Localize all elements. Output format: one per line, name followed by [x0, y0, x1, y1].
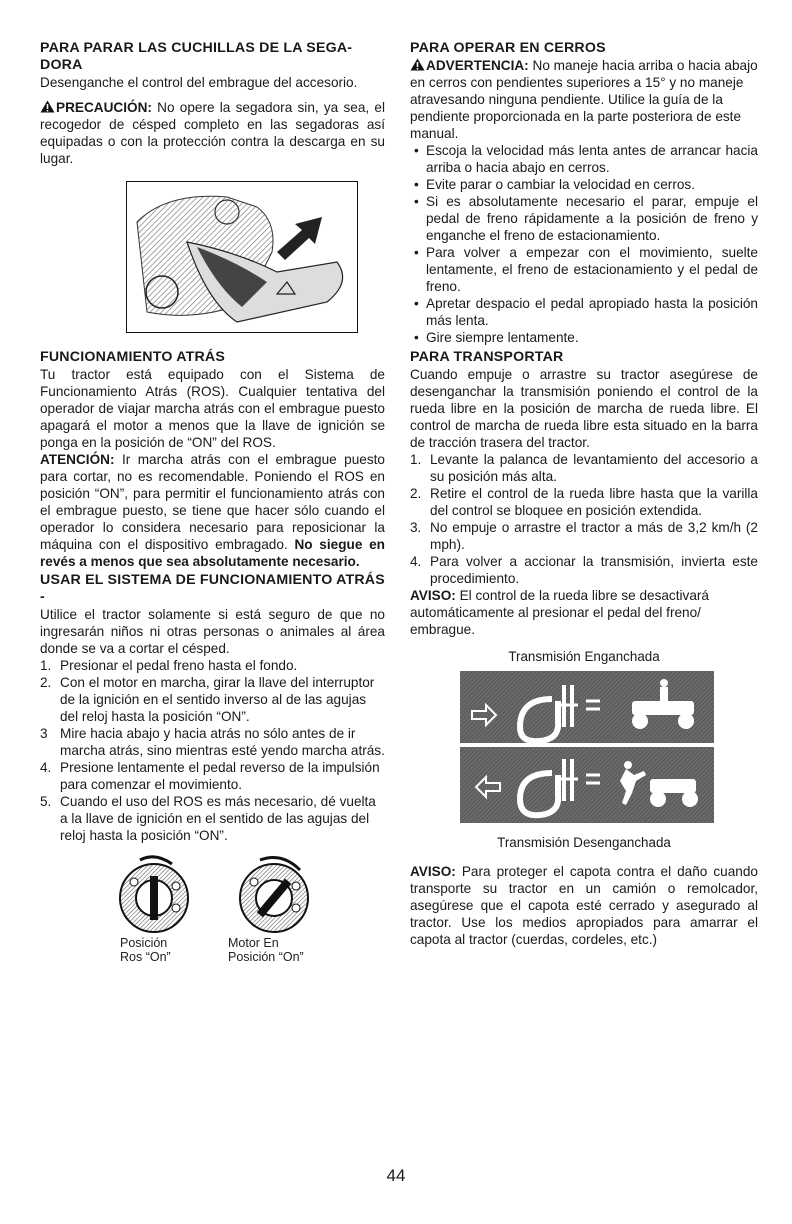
paragraph-disengage: Desenganche el control del embrague del accesorio.	[40, 75, 358, 90]
paragraph-ros: Tu tractor está equipado con el Sistema de Funcionamiento Atrás (ROS). Cualquier tentativa del operador de viajar marcha atrás con el embrague puesto apagará el motor a menos que la llave de ignición se ponga en la posición de “ON” del ROS.	[40, 367, 385, 450]
ignition-knobs-figure	[40, 852, 385, 962]
ignition-knob-ros-icon	[110, 852, 198, 934]
transmission-figure	[460, 671, 714, 823]
warning-triangle-icon	[410, 58, 425, 71]
aviso-hood-label: AVISO:	[410, 864, 456, 879]
caution-label: PRECAUCIÓN:	[56, 100, 152, 115]
heading-stop-blades: PARA PARAR LAS CUCHILLAS DE LA SEGA-DORA	[40, 40, 353, 73]
heading-hills: PARA OPERAR EN CERROS	[410, 40, 606, 56]
atencion-text: Ir marcha atrás con el embrague puesto para cortar, no es recomendable. Poniendo el ROS en posición “ON”, para permitir el funcionamiento atrás con el embrague puesto, se tiene que hacer sólo cuando el operador lo considera necesario para reposicionar la máquina con el dispositivo embragado.	[40, 452, 385, 552]
caution-paragraph	[40, 99, 385, 167]
ignition-knob-on-icon	[230, 852, 318, 934]
list-item: 2. Con el motor en marcha, girar la llave del interruptor de la ignición en el sentido inverso al de las agujas del reloj hasta la posición “ON”.	[40, 675, 375, 724]
caption-disengaged: Transmisión Desenganchada	[497, 835, 671, 850]
transport-steps-list	[410, 451, 758, 587]
list-item: • Escoja la velocidad más lenta antes de arrancar hacia arriba o hacia abajo en cerros.	[410, 142, 758, 176]
list-item: • Para volver a empezar con el movimiento, suelte lentamente, el freno de estacionamiento y el pedal de freno.	[410, 244, 758, 295]
aviso-hood-text: Para proteger el capota contra el daño cuando transporte su tractor en un camión o remolcador, asegúrese que el capota esté cerrado y asegurado al tractor. Use los medios apropiados para amarrar el capota al tractor (cuerdas, cordeles, etc.)	[410, 864, 758, 947]
bold-warning: No siegue en revés a menos que sea absolutamente necesario.	[40, 537, 385, 569]
aviso-text: El control de la rueda libre se desactivará automáticamente al presionar el pedal del freno/ embrague.	[410, 588, 709, 637]
ros-steps-list	[40, 657, 385, 844]
list-item: 5. Cuando el uso del ROS es más necesario, dé vuelta a la llave de ignición en el sentido de las agujas del reloj hasta la posición “ON”.	[40, 794, 376, 843]
caption-engaged: Transmisión Enganchada	[508, 649, 660, 664]
warning-label: ADVERTENCIA:	[426, 58, 529, 73]
aviso-label: AVISO:	[410, 588, 456, 603]
caution-text: No opere la segadora sin, ya sea, el recogedor de césped completo en las segadoras así equipadas o con la protección contra la descarga en su lugar.	[40, 100, 385, 166]
mower-discharge-figure	[126, 181, 358, 333]
aviso-freewheel-paragraph	[410, 587, 758, 638]
list-item: 2. Retire el control de la rueda libre hasta que la varilla del control se bloquee en posición extendida.	[410, 486, 758, 518]
atencion-label: ATENCIÓN:	[40, 452, 115, 467]
list-item: 4. Presione lentamente el pedal reverso de la impulsión para comenzar el movimiento.	[40, 760, 380, 792]
heading-use-ros: USAR EL SISTEMA DE FUNCIONAMIENTO ATRÁS -	[40, 572, 385, 605]
list-item: 4. Para volver a accionar la transmisión, invierta este procedimiento.	[410, 554, 758, 586]
mower-illustration	[127, 182, 357, 332]
list-item: 1. Levante la palanca de levantamiento del accesorio a su posición más alta.	[410, 452, 758, 484]
list-item: • Apretar despacio el pedal apropiado hasta la posición más lenta.	[410, 295, 758, 329]
page-number: 44	[386, 1166, 406, 1185]
paragraph-transport: Cuando empuje o arrastre su tractor asegúrese de desenganchar la transmisión poniendo el control de la rueda libre en la posición de marcha de rueda libre. El control de marcha de rueda libre esta situado en la barra de tracción trasera del tractor.	[410, 367, 758, 450]
warning-paragraph	[410, 57, 758, 142]
aviso-hood-paragraph	[410, 863, 758, 948]
atencion-paragraph	[40, 451, 385, 570]
right-column	[410, 40, 758, 948]
heading-transport: PARA TRANSPORTAR	[410, 349, 564, 365]
paragraph-children: Utilice el tractor solamente si está seguro de que no ingresarán niños ni otras personas o animales al área donde se va a cortar el césped.	[40, 607, 385, 656]
warning-triangle-icon	[40, 100, 55, 113]
list-item: • Evite parar o cambiar la velocidad en cerros.	[410, 176, 758, 193]
list-item: • Gire siempre lentamente.	[410, 329, 758, 346]
warning-text: No maneje hacia arriba o hacia abajo en cerros con pendientes superiores a 15° y no maneje atravesando ninguna pendiente. Utilice la guía de la pendiente proporcionada en la parte posteriora de este manual.	[410, 58, 758, 141]
hills-bullets-list	[410, 142, 758, 346]
heading-reverse: FUNCIONAMIENTO ATRÁS	[40, 349, 226, 365]
list-item: • Si es absolutamente necesario el parar, empuje el pedal de freno rápidamente a la posición de freno y enganche el freno de estacionamiento.	[410, 193, 758, 244]
list-item: 1. Presionar el pedal freno hasta el fondo.	[40, 658, 298, 673]
list-item: 3. No empuje o arrastre el tractor a más de 3,2 km/h (2 mph).	[410, 520, 758, 552]
knob-caption-ros: Posición Ros “On”	[120, 936, 171, 964]
knob-caption-on: Motor En Posición “On”	[228, 936, 304, 964]
left-column	[40, 40, 385, 962]
list-item: 3 Mire hacia abajo y hacia atrás no sólo antes de ir marcha atrás, sino mientras esté yendo marcha atrás.	[40, 726, 385, 758]
